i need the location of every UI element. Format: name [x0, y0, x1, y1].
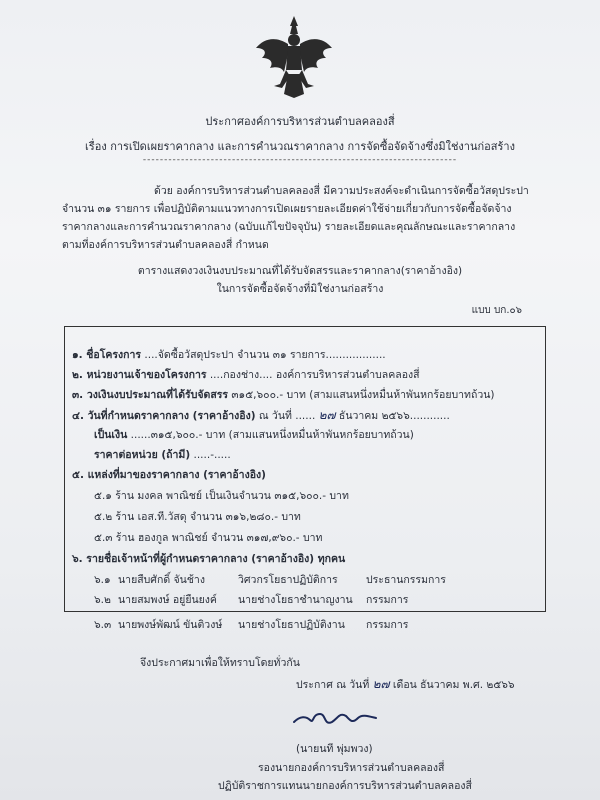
- signatory-position-1: รองนายกองค์การบริหารส่วนตำบลคลองสี่: [258, 762, 445, 774]
- item-value: ....จัดซื้อวัสดุประปา จำนวน ๓๑ รายการ..................: [144, 349, 386, 361]
- member-role: ประธานกรรมการ: [366, 574, 446, 586]
- item-money-value: ......๓๑๕,๖๐๐.- บาท (สามแสนหนึ่งหมื่นห้าพันหกร้อยบาทถ้วน): [130, 429, 414, 441]
- date-suffix: เดือน ธันวาคม พ.ศ. ๒๕๖๖: [392, 679, 515, 691]
- member-name: นายพงษ์พัฒน์ ขันติวงษ์: [118, 619, 223, 631]
- item-value: ....กองช่าง.... องค์การบริหารส่วนตำบลคลองสี่: [209, 369, 420, 381]
- handwritten-date-day: ๒๗: [372, 677, 390, 691]
- member-no: ๖.๑: [94, 574, 111, 586]
- form-code: แบบ บก.๐๖: [471, 305, 522, 316]
- item-budget: [72, 386, 495, 403]
- handwritten-day: ๒๗: [318, 408, 336, 422]
- item-money-label: เป็นเงิน: [94, 429, 128, 441]
- member-name: นายสืบศักดิ์ จันช้าง: [118, 574, 205, 586]
- item-unit-price: [94, 446, 231, 463]
- item-owner-unit: [72, 366, 420, 383]
- signatory-name: (นายนที พุ่มพวง): [296, 743, 373, 755]
- intro-paragraph: ด้วย องค์การบริหารส่วนตำบลคลองสี่ มีความประสงค์จะดำเนินการจัดซื้อวัสดุประปา จำนวน ๓๑ รายการ เพื่อปฏิบัติตามแนวทางการเปิดเผยรายละเอียดค่าใช้จ่ายเกี่ยวกับการจัดซื้อจัดจ้างราคากลางและการคำนวณราคากลาง (ฉบับแก้ไขปัจจุบัน) รายละเอียดและคุณลักษณะและราคากลาง ตามที่องค์การบริหารส่วนตำบลคลองสี่ กำหนด: [62, 185, 529, 251]
- item-unit-label: ราคาต่อหน่วย (ถ้ามี): [94, 449, 191, 461]
- item-date-pre: ณ วันที่ ......: [258, 410, 316, 422]
- table-title-line2: ในการจัดซื้อจัดจ้างที่มิใช่งานก่อสร้าง: [216, 283, 384, 295]
- closing-announcement: จึงประกาศมาเพื่อให้ทราบโดยทั่วกัน: [140, 657, 300, 669]
- subject-line: เรื่อง การเปิดเผยราคากลาง และการคำนวณราคากลาง การจัดซื้อจัดจ้างซึ่งมิใช่งานก่อสร้าง: [85, 140, 515, 153]
- member-position: วิศวกรโยธาปฏิบัติการ: [238, 574, 338, 586]
- member-no: ๖.๒: [94, 594, 111, 606]
- item-reference-amount: [94, 426, 414, 443]
- item-reference-date: [72, 406, 450, 425]
- announcement-date: [296, 675, 515, 694]
- date-prefix: ประกาศ ณ วันที่: [296, 679, 370, 691]
- source-2: ๕.๒ ร้าน เอส.ที.วัสดุ จำนวน ๓๑๖,๒๘๐.- บาท: [94, 511, 301, 523]
- table-title-line1: ตารางแสดงวงเงินงบประมาณที่ได้รับจัดสรรและราคากลาง(ราคาอ้างอิง): [137, 265, 463, 277]
- item-label: ๑. ชื่อโครงการ: [72, 349, 142, 361]
- header-divider: --------------------------------------------------------------------------: [142, 155, 458, 165]
- member-name: นายสมพงษ์ อยู่ยืนยงค์: [118, 594, 217, 606]
- item-label: ๒. หน่วยงานเจ้าของโครงการ: [72, 369, 207, 381]
- member-role: กรรมการ: [366, 594, 409, 606]
- source-1: ๕.๑ ร้าน มงคล พาณิชย์ เป็นเงินจำนวน ๓๑๕,๖๐๐.- บาท: [94, 490, 349, 502]
- member-no: ๖.๓: [94, 619, 112, 631]
- member-position: นายช่างโยธาปฏิบัติงาน: [238, 619, 345, 631]
- item-value: ๓๑๕,๖๐๐.- บาท (สามแสนหนึ่งหมื่นห้าพันหกร้อยบาทถ้วน): [231, 389, 495, 401]
- item-label: ๔. วันที่กำหนดราคากลาง (ราคาอ้างอิง): [72, 410, 256, 422]
- item-price-sources: ๕. แหล่งที่มาของราคากลาง (ราคาอ้างอิง): [72, 469, 266, 481]
- org-announcement-line: ประกาศองค์การบริหารส่วนตำบลคลองสี่: [205, 115, 395, 128]
- member-position: นายช่างโยธาชำนาญงาน: [238, 594, 353, 606]
- item-project-name: [72, 346, 386, 363]
- item-committee-heading: ๖. รายชื่อเจ้าหน้าที่ผู้กำหนดราคากลาง (ราคาอ้างอิง) ทุกคน: [72, 553, 346, 565]
- item-label: ๓. วงเงินงบประมาณที่ได้รับจัดสรร: [72, 389, 229, 401]
- source-3: ๕.๓ ร้าน ฮองกูล พาณิชย์ จำนวน ๓๑๗,๙๖๐.- บาท: [94, 532, 323, 544]
- garuda-emblem-icon: [252, 14, 336, 100]
- signature-icon: [290, 704, 380, 732]
- item-unit-value: .....-.....: [193, 449, 231, 461]
- signatory-position-2: ปฏิบัติราชการแทนนายกองค์การบริหารส่วนตำบลคลองสี่: [218, 780, 472, 792]
- member-role: กรรมการ: [366, 619, 409, 631]
- item-date-post: ธันวาคม ๒๕๖๖............: [338, 410, 450, 422]
